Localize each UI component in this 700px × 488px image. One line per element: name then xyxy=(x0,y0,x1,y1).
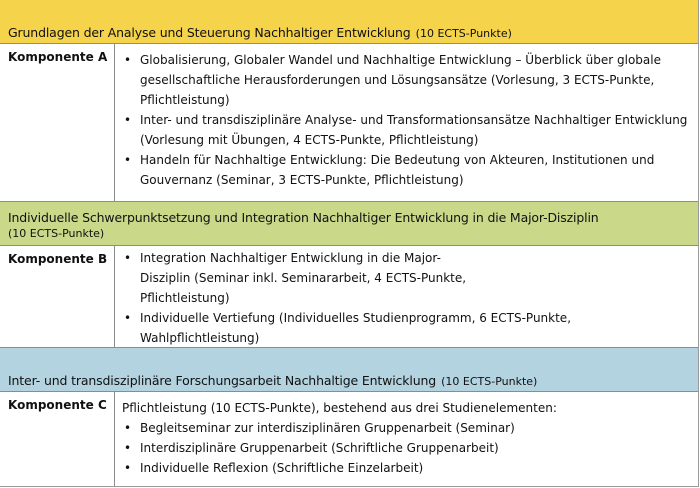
component-a-label: Komponente A xyxy=(0,44,115,201)
component-c-intro: Pflichtleistung (10 ECTS-Punkte), bestehend aus drei Studienelementen: xyxy=(122,401,557,415)
section-b-header xyxy=(0,202,698,246)
component-b-content-2 xyxy=(116,306,698,348)
component-a-row xyxy=(0,44,698,202)
section-c-header xyxy=(0,348,698,392)
section-b-title: Individuelle Schwerpunktsetzung und Integration Nachhaltiger Entwicklung in die Major-Disziplin xyxy=(8,210,599,225)
component-b-row xyxy=(0,246,698,348)
section-c-points: (10 ECTS-Punkte) xyxy=(441,375,538,388)
list-item: • Begleitseminar zur interdisziplinären Gruppenarbeit (Seminar) xyxy=(122,418,690,438)
component-c-list xyxy=(122,418,690,478)
list-item: • Handeln für Nachhaltige Entwicklung: Die Bedeutung von Akteuren, Institutionen und Gouvernanz (Seminar, 3 ECTS-Punkte, Pflichtleistung) xyxy=(122,150,690,190)
list-item: • Globalisierung, Globaler Wandel und Nachhaltige Entwicklung – Überblick über globale gesellschaftliche Herausforderungen und Lösungsansätze (Vorlesung, 3 ECTS-Punkte, Pflichtleistung) xyxy=(122,50,690,110)
section-c-title: Inter- und transdisziplinäre Forschungsarbeit Nachhaltige Entwicklung xyxy=(8,373,437,388)
component-b-label: Komponente B xyxy=(0,246,115,347)
component-b-content xyxy=(116,246,698,308)
section-a-title: Grundlagen der Analyse und Steuerung Nachhaltiger Entwicklung xyxy=(8,25,411,40)
component-a-content xyxy=(116,44,698,190)
section-a-points: (10 ECTS-Punkte) xyxy=(415,27,512,40)
list-item: • Interdisziplinäre Gruppenarbeit (Schriftliche Gruppenarbeit) xyxy=(122,438,690,458)
component-c-label: Komponente C xyxy=(0,392,115,486)
section-a-header xyxy=(0,0,698,44)
list-item: • Inter- und transdisziplinäre Analyse- und Transformationsansätze Nachhaltiger Entwicklung (Vorlesung mit Übungen, 4 ECTS-Punkte, Pflichtleistung) xyxy=(122,110,690,150)
list-item: • Individuelle Reflexion (Schriftliche Einzelarbeit) xyxy=(122,458,690,478)
section-b-points: (10 ECTS-Punkte) xyxy=(8,227,105,240)
list-item: • Integration Nachhaltiger Entwicklung in die Major-Disziplin (Seminar inkl. Seminararbeit, 4 ECTS-Punkte, Pflichtleistung) xyxy=(122,248,468,308)
component-c-row xyxy=(0,392,698,486)
component-b-list-2 xyxy=(122,308,690,348)
list-item: • Individuelle Vertiefung (Individuelles Studienprogramm, 6 ECTS-Punkte, Wahlpflichtleistung) xyxy=(122,308,690,348)
component-c-content xyxy=(116,392,698,478)
component-b-list xyxy=(122,248,468,308)
component-a-list xyxy=(122,50,690,190)
